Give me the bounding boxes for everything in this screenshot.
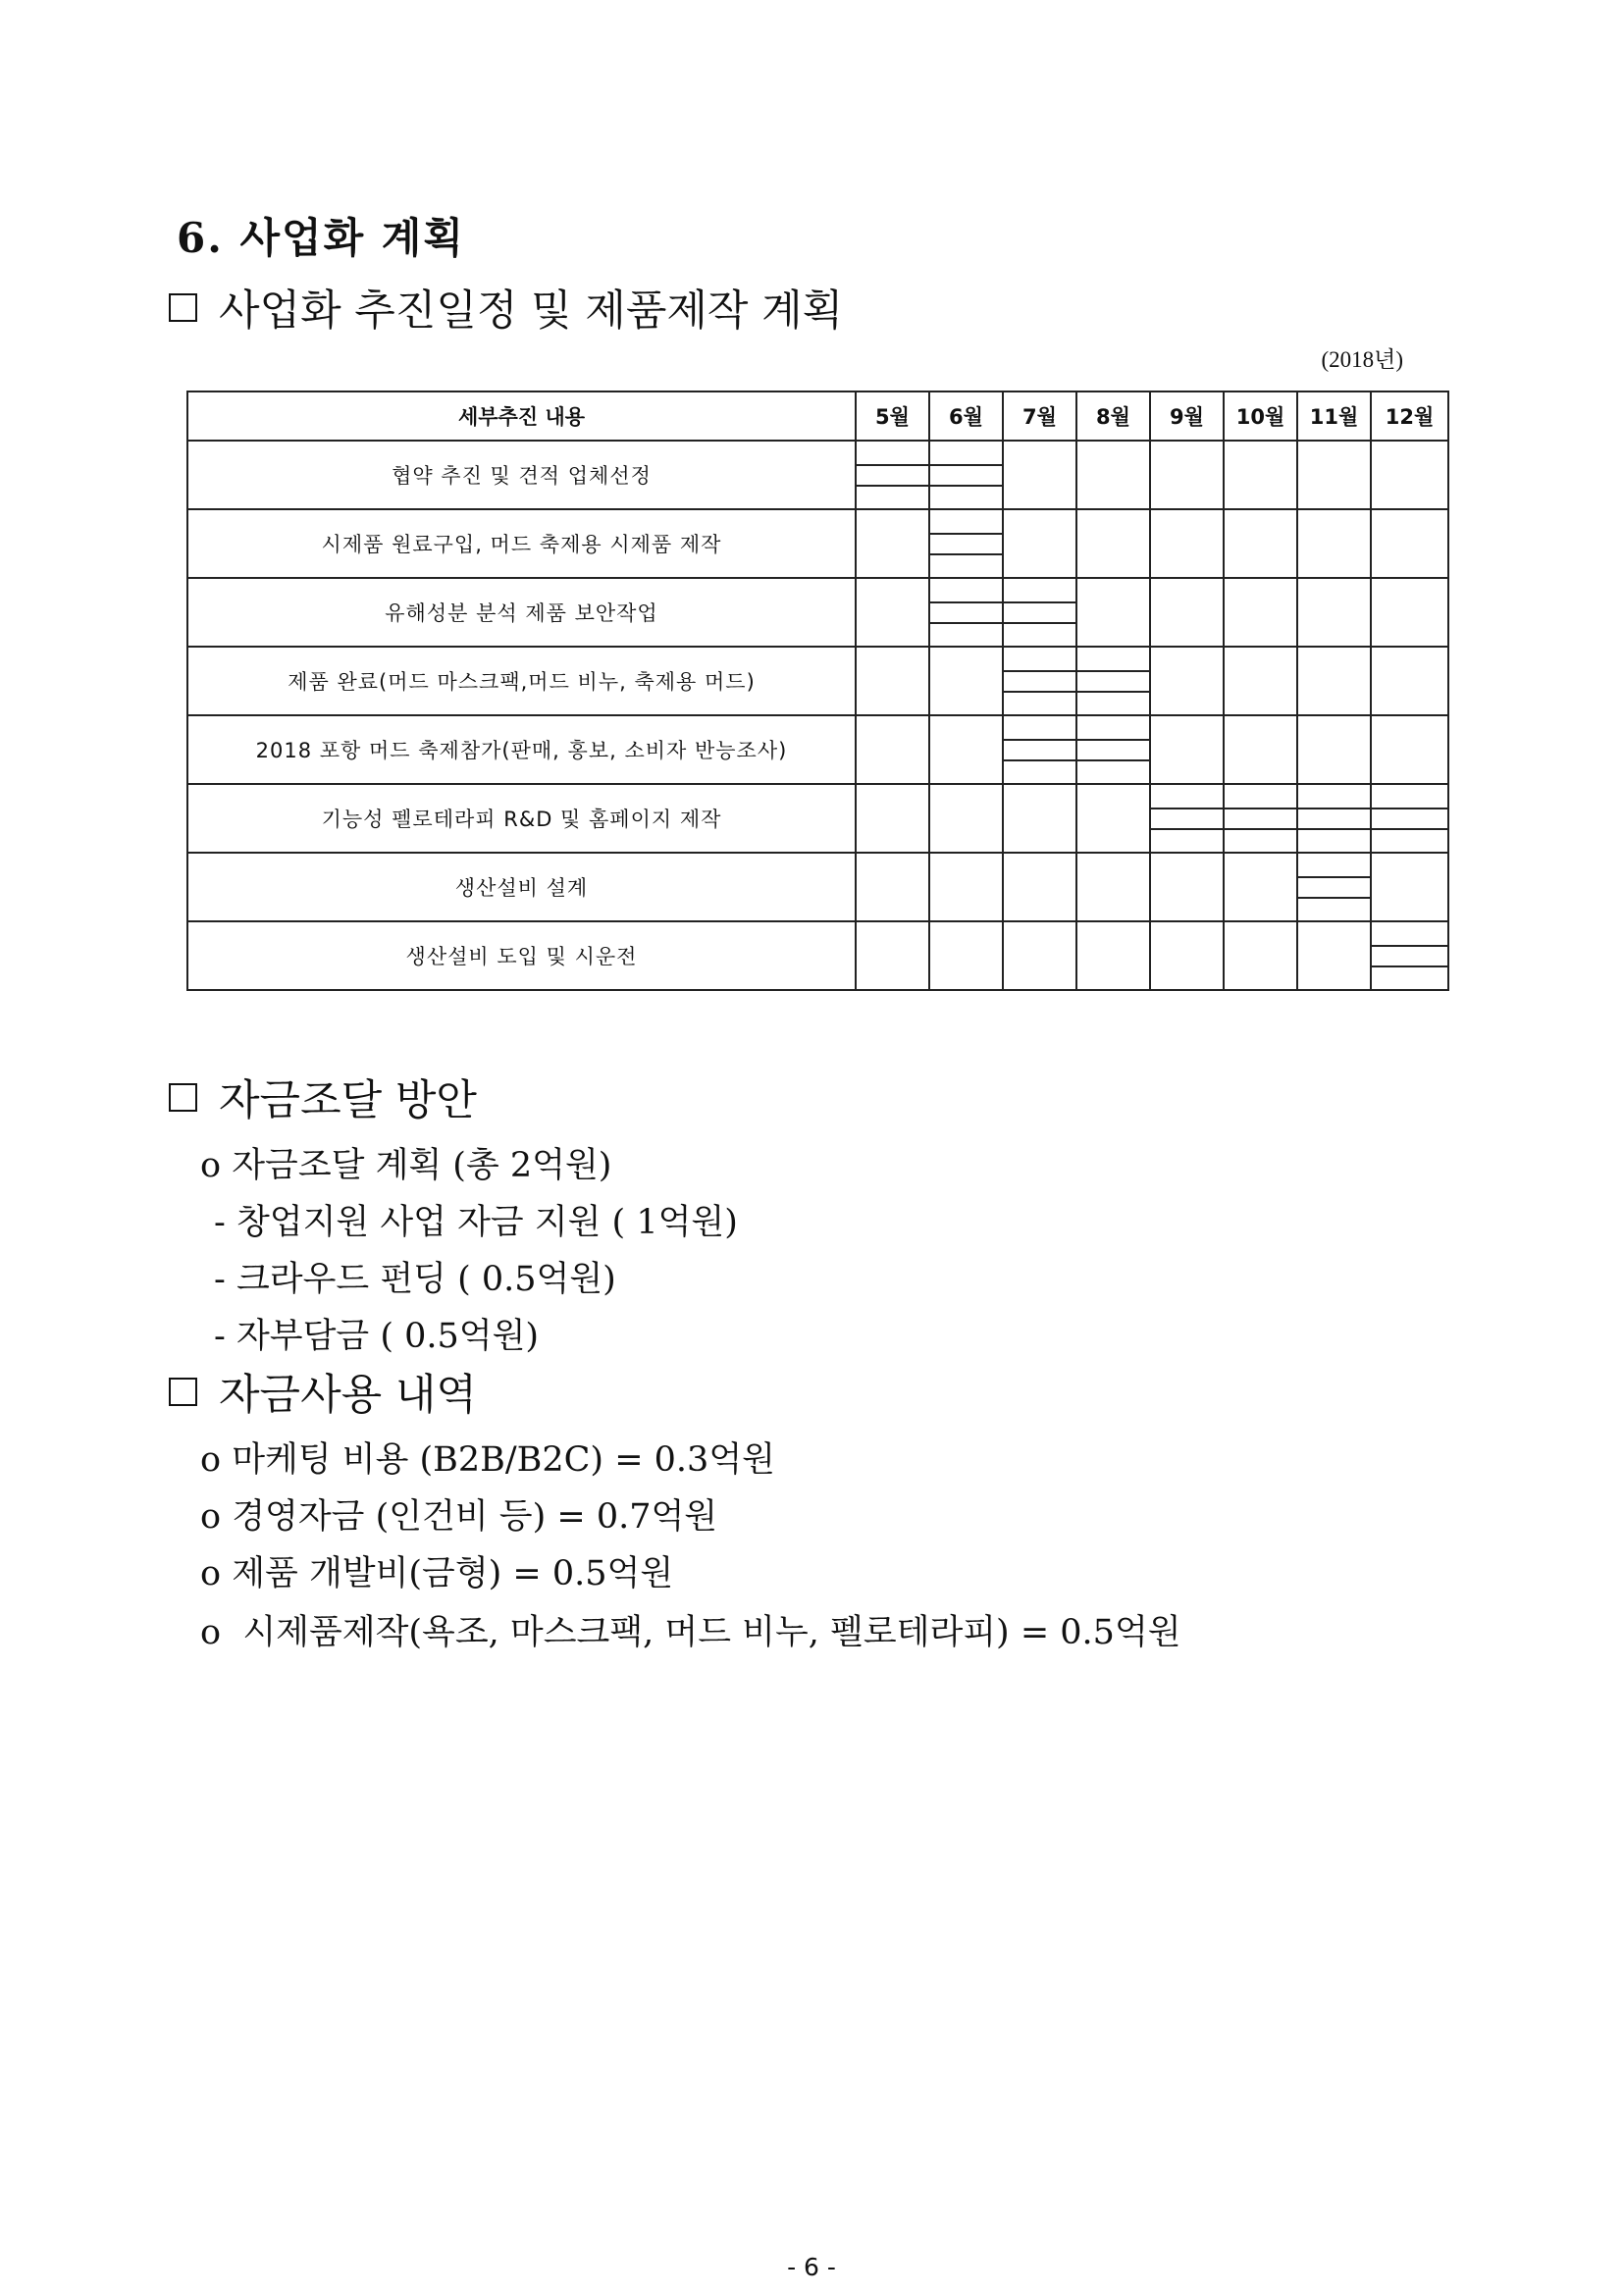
task-label: 2018 포항 머드 축제참가(판매, 홍보, 소비자 반능조사) [187, 715, 856, 784]
month-cell [1371, 784, 1448, 853]
month-cell [1150, 715, 1224, 784]
month-cell [1150, 647, 1224, 715]
schedule-heading [169, 278, 843, 338]
month-cell [856, 784, 929, 853]
schedule-row [187, 921, 1448, 990]
schedule-bar [930, 553, 1002, 555]
schedule-bar [1298, 828, 1370, 830]
month-cell [929, 647, 1003, 715]
month-cell [929, 784, 1003, 853]
schedule-bar [1004, 622, 1075, 624]
month-cell [1003, 509, 1076, 578]
month-cell [1371, 647, 1448, 715]
funding-heading-text: 자금조달 방안 [219, 1076, 477, 1125]
schedule-bar [1004, 759, 1075, 761]
schedule-bar [930, 622, 1002, 624]
task-label: 제품 완료(머드 마스크팩,머드 비누, 축제용 머드) [187, 647, 856, 715]
schedule-bar [1372, 828, 1447, 830]
month-cell [1076, 509, 1150, 578]
usage-line: o 제품 개발비(금형) = 0.5억원 [200, 1554, 674, 1593]
schedule-heading-text: 사업화 추진일정 및 제품제작 계획 [219, 287, 844, 336]
month-cell [1224, 509, 1297, 578]
schedule-bar [1225, 808, 1296, 809]
month-cell [1297, 441, 1371, 509]
month-cell [1003, 715, 1076, 784]
header-month: 8월 [1076, 391, 1150, 441]
task-label: 생산설비 설계 [187, 853, 856, 921]
schedule-row [187, 509, 1448, 578]
schedule-bar [930, 464, 1002, 466]
month-cell [1076, 784, 1150, 853]
month-cell [1297, 921, 1371, 990]
schedule-bar [930, 601, 1002, 603]
month-cell [929, 509, 1003, 578]
month-cell [856, 578, 929, 647]
checkbox-icon [169, 1378, 197, 1406]
month-cell [1076, 647, 1150, 715]
month-cell [929, 921, 1003, 990]
header-month: 9월 [1150, 391, 1224, 441]
year-note: (2018년) [1321, 347, 1403, 372]
schedule-row [187, 784, 1448, 853]
month-cell [929, 715, 1003, 784]
task-label: 유해성분 분석 제품 보안작업 [187, 578, 856, 647]
usage-heading [169, 1362, 477, 1422]
funding-line: - 창업지원 사업 자금 지원 ( 1억원) [214, 1203, 738, 1242]
schedule-bar [857, 485, 928, 487]
schedule-bar [930, 485, 1002, 487]
month-cell [1003, 921, 1076, 990]
month-cell [856, 647, 929, 715]
month-cell [1297, 509, 1371, 578]
schedule-header-row [187, 391, 1448, 441]
month-cell [1224, 578, 1297, 647]
usage-line: o 시제품제작(욕조, 마스크팩, 머드 비누, 펠로테라피) = 0.5억원 [200, 1613, 1181, 1652]
month-cell [1224, 441, 1297, 509]
month-cell [929, 853, 1003, 921]
schedule-bar [1372, 945, 1447, 947]
schedule-bar [1004, 670, 1075, 672]
month-cell [1150, 921, 1224, 990]
month-cell [1224, 647, 1297, 715]
schedule-row [187, 853, 1448, 921]
header-month: 10월 [1224, 391, 1297, 441]
month-cell [1371, 715, 1448, 784]
page-number: - 6 - [787, 2253, 836, 2281]
month-cell [1371, 853, 1448, 921]
schedule-bar [1298, 897, 1370, 899]
month-cell [856, 921, 929, 990]
schedule-bar [930, 533, 1002, 535]
month-cell [1371, 441, 1448, 509]
month-cell [1150, 853, 1224, 921]
month-cell [1076, 441, 1150, 509]
funding-line: - 크라우드 펀딩 ( 0.5억원) [214, 1260, 616, 1299]
month-cell [1224, 784, 1297, 853]
month-cell [1371, 578, 1448, 647]
month-cell [1297, 715, 1371, 784]
task-label: 기능성 펠로테라피 R&D 및 홈페이지 제작 [187, 784, 856, 853]
funding-heading [169, 1068, 477, 1127]
funding-line: - 자부담금 ( 0.5억원) [214, 1317, 540, 1356]
month-cell [1224, 921, 1297, 990]
month-cell [929, 441, 1003, 509]
month-cell [1003, 441, 1076, 509]
month-cell [1224, 715, 1297, 784]
month-cell [1076, 715, 1150, 784]
month-cell [1371, 921, 1448, 990]
task-label: 생산설비 도입 및 시운전 [187, 921, 856, 990]
task-label: 협약 추진 및 견적 업체선정 [187, 441, 856, 509]
month-cell [1003, 784, 1076, 853]
month-cell [1076, 578, 1150, 647]
schedule-bar [1077, 759, 1149, 761]
month-cell [856, 441, 929, 509]
schedule-bar [1225, 828, 1296, 830]
month-cell [1224, 853, 1297, 921]
month-cell [1076, 853, 1150, 921]
schedule-row [187, 715, 1448, 784]
month-cell [1003, 578, 1076, 647]
schedule-bar [1151, 808, 1223, 809]
header-month: 11월 [1297, 391, 1371, 441]
header-month: 5월 [856, 391, 929, 441]
schedule-row [187, 647, 1448, 715]
schedule-row [187, 578, 1448, 647]
schedule-row [187, 441, 1448, 509]
month-cell [1150, 784, 1224, 853]
month-cell [1297, 853, 1371, 921]
month-cell [1297, 578, 1371, 647]
schedule-bar [1298, 876, 1370, 878]
header-month: 6월 [929, 391, 1003, 441]
month-cell [1076, 921, 1150, 990]
schedule-bar [1077, 691, 1149, 693]
month-cell [1150, 509, 1224, 578]
schedule-bar [1004, 691, 1075, 693]
header-month: 7월 [1003, 391, 1076, 441]
section-title: 6. 사업화 계획 [177, 214, 465, 262]
schedule-bar [1004, 739, 1075, 741]
schedule-table [186, 391, 1449, 991]
funding-line: o 자금조달 계획 (총 2억원) [200, 1146, 612, 1185]
schedule-bar [1077, 739, 1149, 741]
month-cell [1297, 784, 1371, 853]
header-task: 세부추진 내용 [187, 391, 856, 441]
month-cell [1150, 441, 1224, 509]
checkbox-icon [169, 293, 197, 322]
schedule-bar [857, 464, 928, 466]
month-cell [856, 715, 929, 784]
usage-heading-text: 자금사용 내역 [219, 1371, 477, 1420]
month-cell [1297, 647, 1371, 715]
checkbox-icon [169, 1083, 197, 1112]
header-month: 12월 [1371, 391, 1448, 441]
usage-line: o 마케팅 비용 (B2B/B2C) = 0.3억원 [200, 1440, 775, 1480]
month-cell [1371, 509, 1448, 578]
schedule-bar [1372, 808, 1447, 809]
month-cell [856, 853, 929, 921]
schedule-bar [1372, 965, 1447, 967]
month-cell [1150, 578, 1224, 647]
schedule-bar [1004, 601, 1075, 603]
task-label: 시제품 원료구입, 머드 축제용 시제품 제작 [187, 509, 856, 578]
month-cell [1003, 853, 1076, 921]
usage-line: o 경영자금 (인건비 등) = 0.7억원 [200, 1497, 718, 1537]
month-cell [1003, 647, 1076, 715]
month-cell [929, 578, 1003, 647]
schedule-bar [1151, 828, 1223, 830]
schedule-bar [1077, 670, 1149, 672]
schedule-bar [1298, 808, 1370, 809]
month-cell [856, 509, 929, 578]
